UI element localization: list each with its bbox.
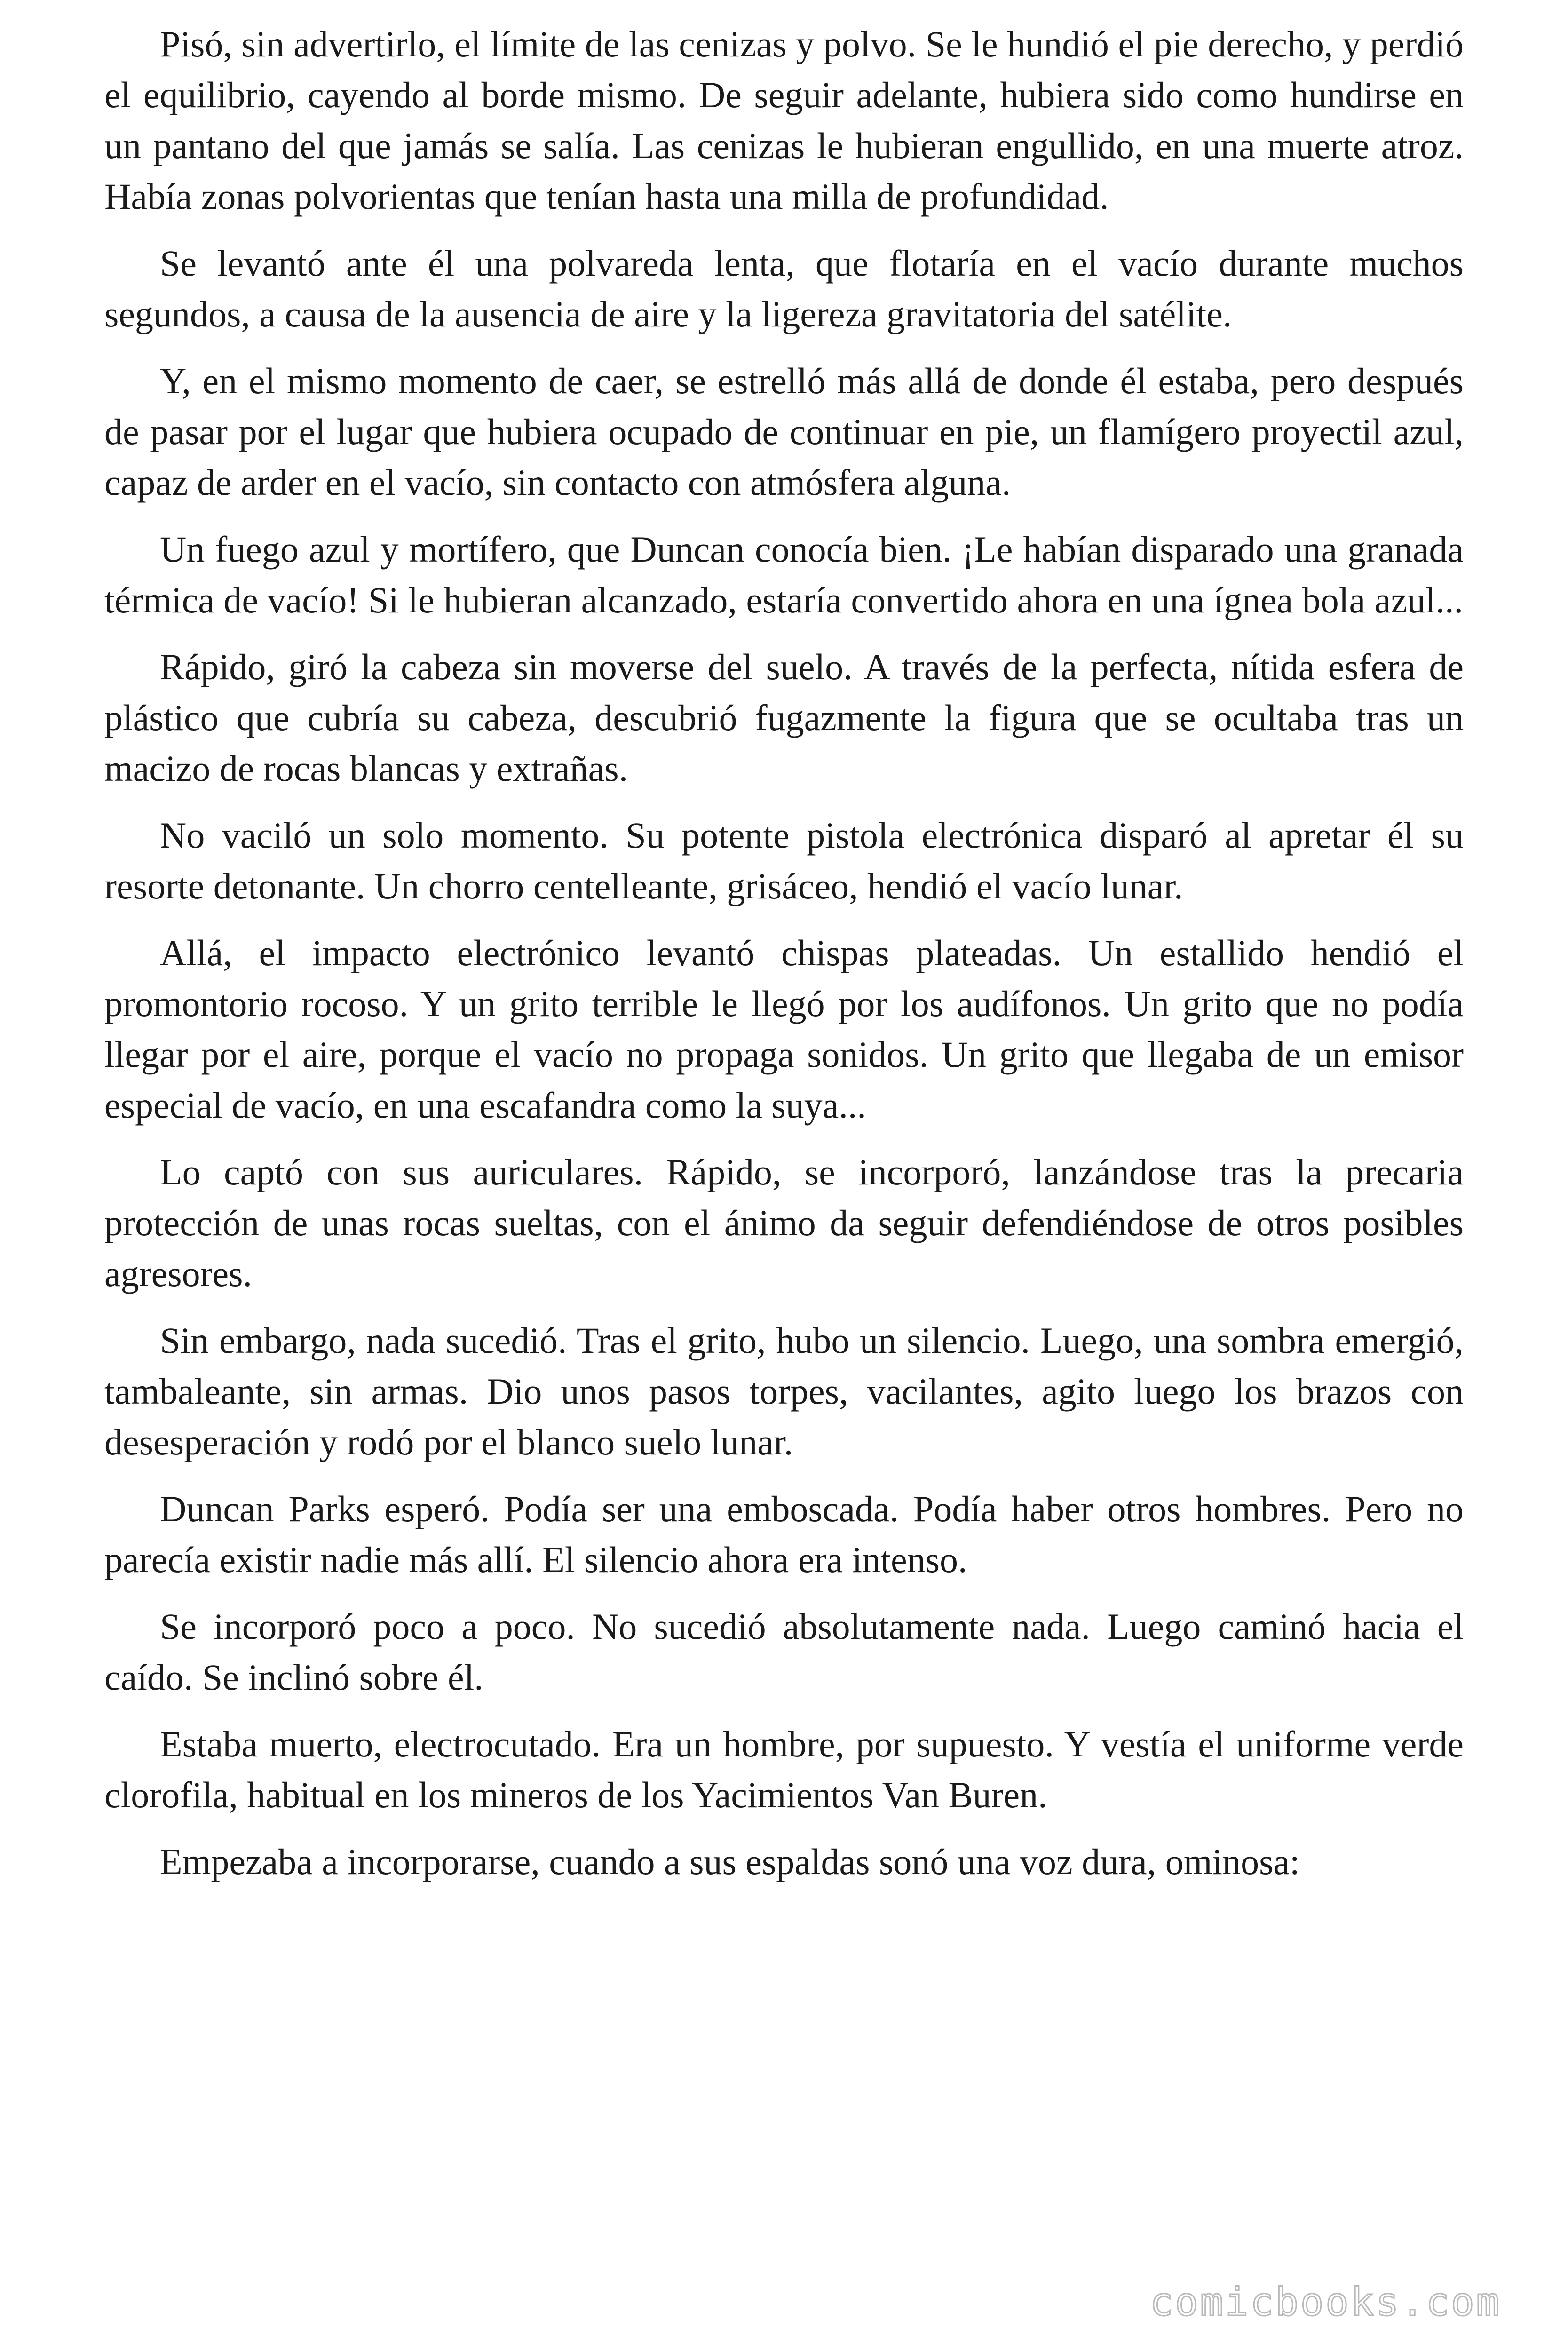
paragraph-6: No vaciló un solo momento. Su potente pistola electrónica disparó al apretar él su resorte detonante. Un chorro centelleante, grisáceo, hendió el vacío lunar.: [104, 815, 1464, 906]
paragraph-5: Rápido, giró la cabeza sin moverse del suelo. A través de la perfecta, nítida esfera de plástico que cubría su cabeza, descubrió fugazmente la figura que se ocultaba tras un macizo de rocas blancas y extrañas.: [104, 646, 1464, 789]
document-page: [104, 19, 1464, 1903]
paragraph-12: Estaba muerto, electrocutado. Era un hombre, por supuesto. Y vestía el uniforme verde clorofila, habitual en los mineros de los Yacimientos Van Buren.: [104, 1724, 1464, 1815]
watermark: comicbooks.com: [1149, 2280, 1501, 2325]
paragraph-3: Y, en el mismo momento de caer, se estrelló más allá de donde él estaba, pero después de pasar por el lugar que hubiera ocupado de continuar en pie, un flamígero proyectil azul, capaz de arder en el vacío, sin contacto con atmósfera alguna.: [104, 360, 1464, 503]
paragraph-8: Lo captó con sus auriculares. Rápido, se incorporó, lanzándose tras la precaria protección de unas rocas sueltas, con el ánimo da seguir defendiéndose de otros posibles agresores.: [104, 1152, 1464, 1294]
paragraph-1: Pisó, sin advertirlo, el límite de las cenizas y polvo. Se le hundió el pie derecho, y perdió el equilibrio, cayendo al borde mismo. De seguir adelante, hubiera sido como hundirse en un pantano del que jamás se salía. Las cenizas le hubieran engullido, en una muerte atroz. Había zonas polvorientas que tenían hasta una milla de profundidad.: [104, 24, 1464, 217]
paragraph-9: Sin embargo, nada sucedió. Tras el grito, hubo un silencio. Luego, una sombra emergió, tambaleante, sin armas. Dio unos pasos torpes, vacilantes, agito luego los brazos con desesperación y rodó por el blanco suelo lunar.: [104, 1320, 1464, 1462]
paragraph-11: Se incorporó poco a poco. No sucedió absolutamente nada. Luego caminó hacia el caído. Se inclinó sobre él.: [104, 1606, 1464, 1698]
paragraph-2: Se levantó ante él una polvareda lenta, que flotaría en el vacío durante muchos segundos, a causa de la ausencia de aire y la ligereza gravitatoria del satélite.: [104, 243, 1464, 334]
paragraph-13: Empezaba a incorporarse, cuando a sus espaldas sonó una voz dura, ominosa:: [160, 1841, 1300, 1882]
paragraph-7: Allá, el impacto electrónico levantó chispas plateadas. Un estallido hendió el promontorio rocoso. Y un grito terrible le llegó por los audífonos. Un grito que no podía llegar por el aire, porque el vacío no propaga sonidos. Un grito que llegaba de un emisor especial de vacío, en una escafandra como la suya...: [104, 932, 1464, 1126]
paragraph-4: Un fuego azul y mortífero, que Duncan conocía bien. ¡Le habían disparado una granada térmica de vacío! Si le hubieran alcanzado, estaría convertido ahora en una ígnea bola azul...: [104, 529, 1464, 620]
paragraph-10: Duncan Parks esperó. Podía ser una emboscada. Podía haber otros hombres. Pero no parecía existir nadie más allí. El silencio ahora era intenso.: [104, 1488, 1464, 1580]
